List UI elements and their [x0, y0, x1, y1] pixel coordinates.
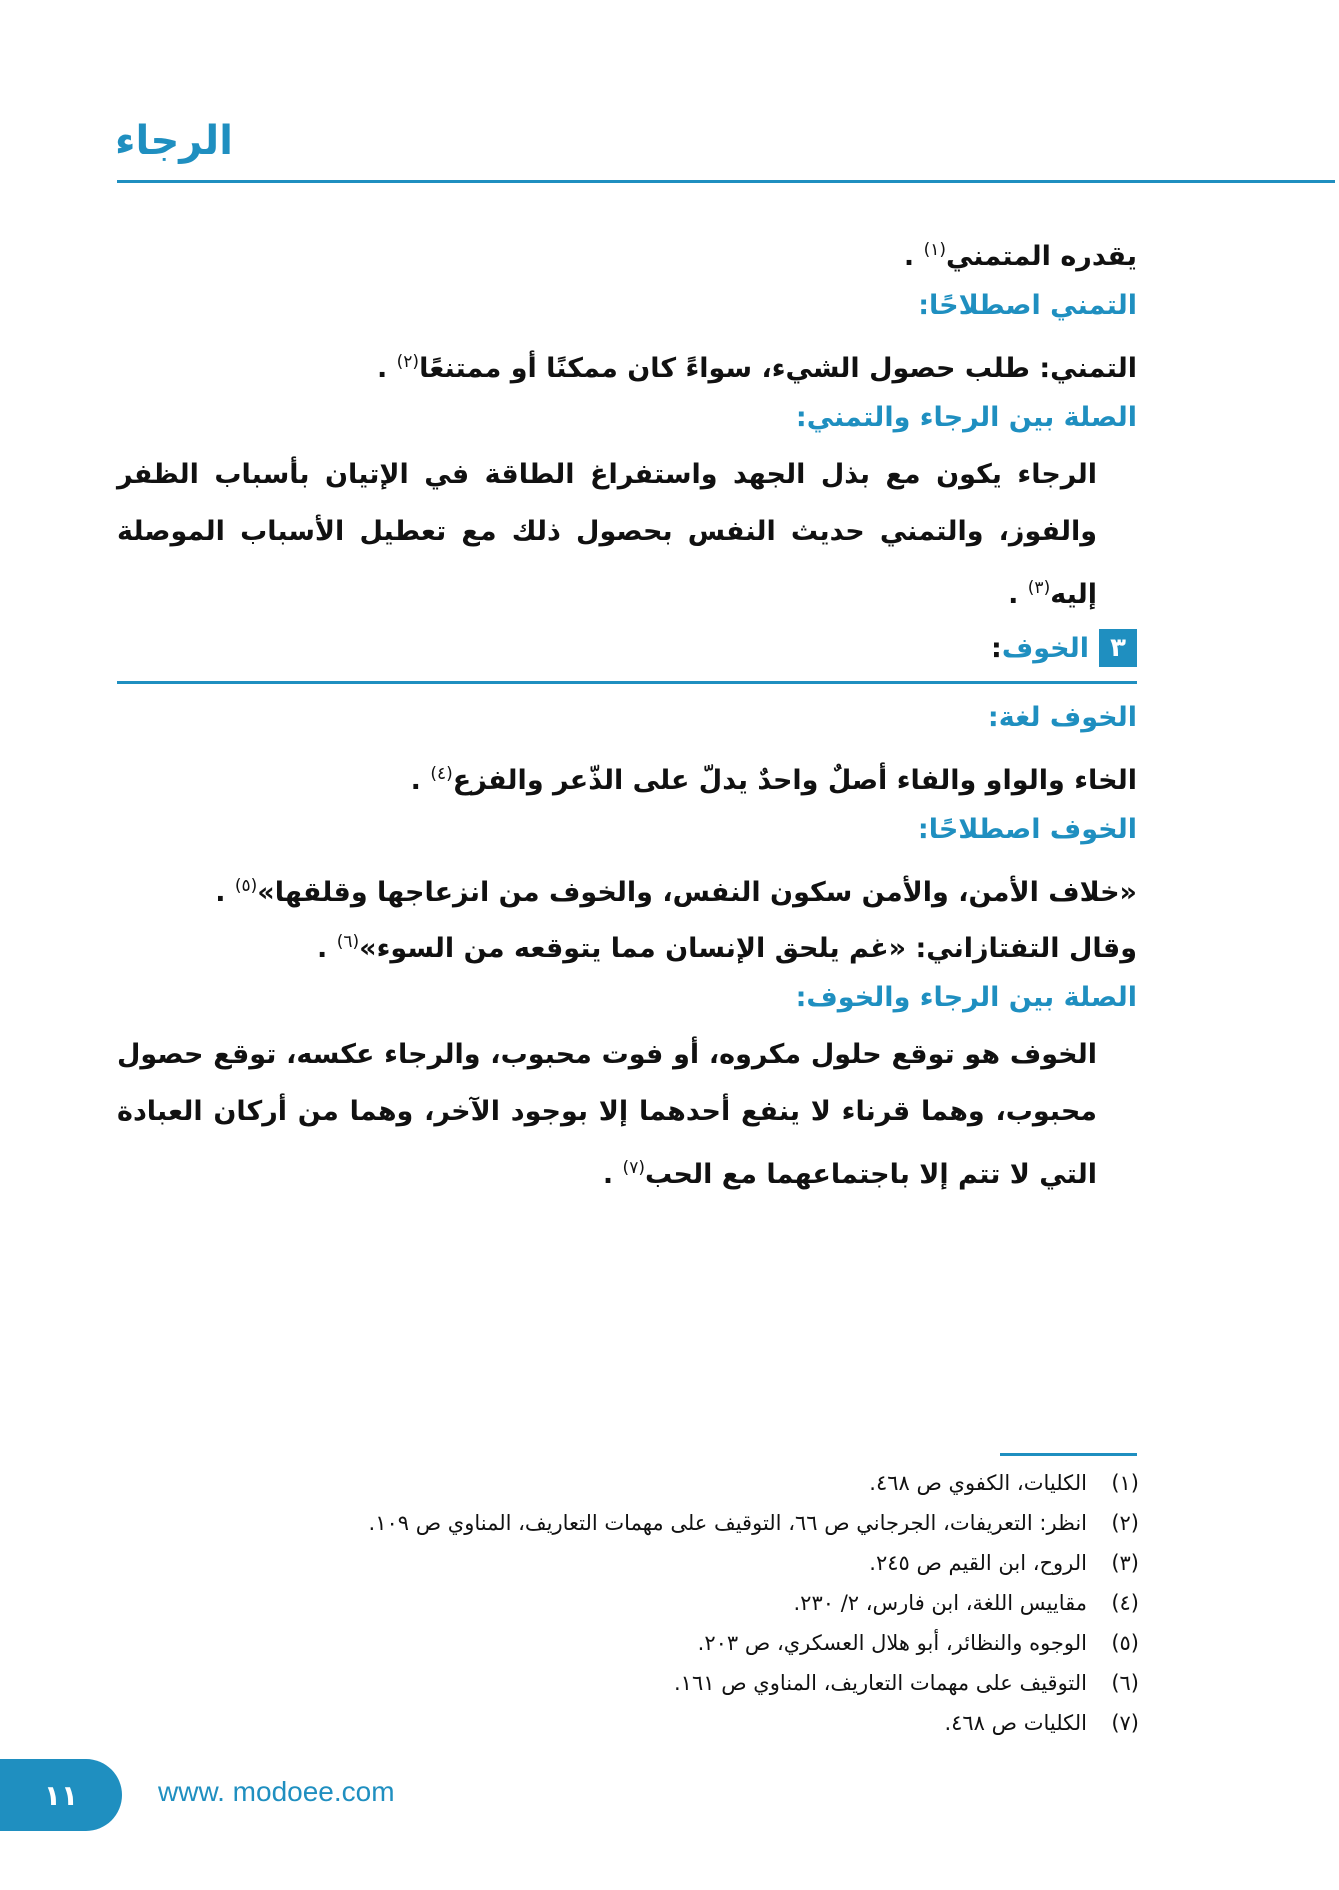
footnote: (٥)الوجوه والنظائر، أبو هلال العسكري، ص ٢٠٣. — [697, 1631, 1139, 1655]
subheading: الصلة بين الرجاء والتمني: — [795, 402, 1137, 433]
footnote-ref[interactable]: (٣) — [1027, 578, 1051, 598]
text-line: «خلاف الأمن، والأمن سكون النفس، والخوف من انزعاجها وقلقها»$^{(٥)}$ . — [215, 876, 1137, 908]
footnote: (٢)انظر: التعريفات، الجرجاني ص ٦٦، التوقيف على مهمات التعاريف، المناوي ص ١٠٩. — [368, 1511, 1139, 1535]
footnote: (٤)مقاييس اللغة، ابن فارس، ٢/ ٢٣٠. — [793, 1591, 1139, 1615]
footnote: (٦)التوقيف على مهمات التعاريف، المناوي ص ١٦١. — [673, 1671, 1139, 1695]
footnotes — [117, 1463, 1139, 1743]
header-divider — [117, 180, 1335, 183]
footnote-ref[interactable]: (٤) — [430, 764, 453, 784]
footnote: (٣)الروح، ابن القيم ص ٢٤٥. — [869, 1551, 1139, 1575]
page-number: ١١ — [0, 1759, 122, 1831]
paragraph: الخوف هو توقع حلول مكروه، أو فوت محبوب، والرجاء عكسه، توقع حصول محبوب، وهما قرناء لا ينفع أحدهما إلا بوجود الآخر، وهما من أركان العبادة التي لا تتم إلا باجتماعهما مع الحب$^{(٧)}$ . — [117, 1039, 1097, 1190]
text-line: الخاء والواو والفاء أصلٌ واحدٌ يدلّ على الذّعر والفزع$^{(٤)}$ . — [410, 764, 1137, 796]
section-divider — [117, 681, 1137, 684]
subheading: الخوف لغة: — [987, 702, 1137, 733]
text-line: يقدره المتمني$^{(١)}$ . — [903, 240, 1137, 272]
website-link[interactable]: www. modoee.com — [158, 1776, 395, 1807]
section-title: الخوف: — [991, 632, 1089, 664]
paragraph: الرجاء يكون مع بذل الجهد واستفراغ الطاقة في الإتيان بأسباب الظفر والفوز، والتمني حديث النفس بحصول ذلك مع تعطيل الأسباب الموصلة إليه$^{(٣)}$ . — [117, 459, 1097, 610]
text-line: وقال التفتازاني: «غم يلحق الإنسان مما يتوقعه من السوء»$^{(٦)}$ . — [317, 932, 1137, 964]
footnote-ref[interactable]: (٢) — [396, 352, 420, 372]
footnote-ref[interactable]: (٦) — [336, 932, 360, 952]
section-number-badge: ٣ — [1099, 629, 1137, 667]
subheading: التمني اصطلاحًا: — [918, 290, 1137, 321]
footnote-ref[interactable]: (١) — [923, 240, 946, 260]
subheading: الصلة بين الرجاء والخوف: — [795, 982, 1137, 1013]
section-header — [117, 625, 1137, 671]
footnote-ref[interactable]: (٧) — [622, 1158, 645, 1178]
footnote-ref[interactable]: (٥) — [234, 876, 258, 896]
chapter-title: الرجاء — [115, 118, 233, 164]
footnote: (١)الكليات، الكفوي ص ٤٦٨. — [869, 1471, 1139, 1495]
footnote-divider — [1000, 1453, 1137, 1456]
subheading: الخوف اصطلاحًا: — [917, 814, 1137, 845]
footnote: (٧)الكليات ص ٤٦٨. — [944, 1711, 1139, 1735]
text-line: التمني: طلب حصول الشيء، سواءً كان ممكنًا أو ممتنعًا$^{(٢)}$ . — [376, 352, 1137, 384]
main-content — [117, 222, 1137, 1203]
